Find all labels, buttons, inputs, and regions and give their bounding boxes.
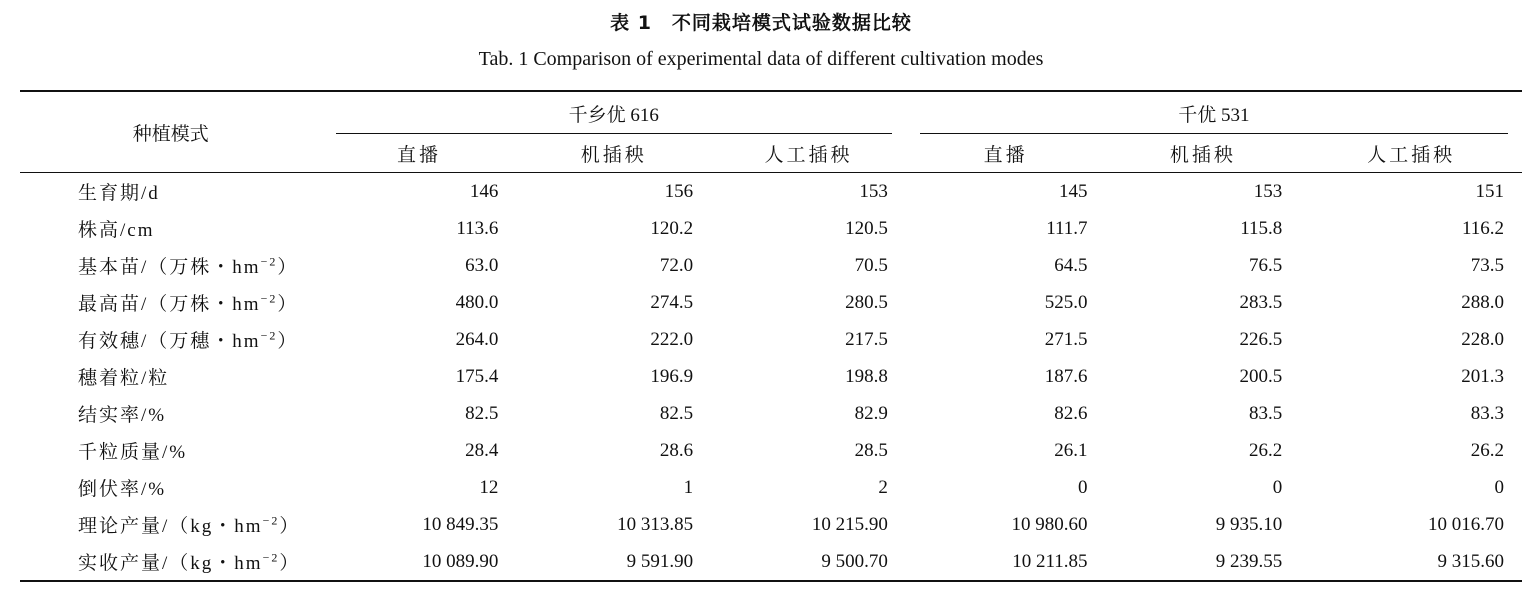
table-cell: 288.0 bbox=[1461, 291, 1504, 313]
row-label-text: 理论产量/（kg・hm bbox=[78, 516, 263, 537]
table-cell: 10 313.85 bbox=[617, 513, 694, 535]
table-row bbox=[20, 173, 1522, 211]
table-cell: 83.3 bbox=[1470, 402, 1504, 424]
subcolumn-header: 直播 bbox=[906, 134, 1106, 173]
table-cell: 115.8 bbox=[1240, 217, 1283, 239]
table-cell: 175.4 bbox=[455, 365, 499, 387]
table-cell: 274.5 bbox=[650, 291, 694, 313]
row-label-text: 生育期/d bbox=[78, 183, 160, 204]
row-label bbox=[20, 210, 322, 247]
table-cell: 10 089.90 bbox=[322, 543, 517, 581]
table-row bbox=[20, 469, 1522, 506]
table-row bbox=[20, 210, 1522, 247]
table-cell: 10 980.60 bbox=[1011, 513, 1088, 535]
row-label bbox=[20, 358, 322, 395]
row-header: 种植模式 bbox=[20, 91, 322, 173]
subcolumn-header: 人工插秧 bbox=[711, 134, 906, 173]
table-row bbox=[20, 247, 1522, 284]
unit-exponent: −2 bbox=[260, 254, 278, 269]
unit-exponent: −2 bbox=[260, 291, 278, 306]
row-label bbox=[20, 506, 322, 543]
table-cell: 10 849.35 bbox=[422, 513, 499, 535]
row-label bbox=[20, 284, 322, 321]
table-row bbox=[20, 506, 1522, 543]
comparison-table bbox=[20, 90, 1522, 582]
group-header-2: 千优 531 bbox=[906, 91, 1522, 134]
table-cell: 72.0 bbox=[659, 254, 694, 276]
table-cell: 271.5 bbox=[1044, 328, 1088, 350]
table-cell: 9 591.90 bbox=[516, 543, 711, 581]
table-cell: 283.5 bbox=[1239, 291, 1283, 313]
table-cell: 73.5 bbox=[1470, 254, 1504, 276]
table-row bbox=[20, 284, 1522, 321]
table-cell: 156 bbox=[664, 180, 694, 202]
table-cell: 2 bbox=[878, 476, 888, 498]
table-cell: 0 bbox=[1272, 476, 1283, 498]
unit-exponent: −2 bbox=[262, 513, 280, 528]
table-cell: 153 bbox=[1253, 180, 1283, 202]
unit-exponent: −2 bbox=[262, 550, 280, 565]
table-cell: 83.5 bbox=[1249, 402, 1283, 424]
table-cell: 0 bbox=[1078, 476, 1088, 498]
row-label-text: 穗着粒/粒 bbox=[78, 368, 170, 389]
table-cell: 201.3 bbox=[1461, 365, 1504, 387]
table-cell: 26.2 bbox=[1249, 439, 1283, 461]
row-label bbox=[20, 395, 322, 432]
subcolumn-header: 机插秧 bbox=[1106, 134, 1301, 173]
table-cell: 145 bbox=[1059, 180, 1088, 202]
table-row bbox=[20, 432, 1522, 469]
table-cell: 146 bbox=[469, 180, 499, 202]
table-cell: 198.8 bbox=[845, 365, 888, 387]
table-caption-cn: 表 1 不同栽培模式试验数据比较 bbox=[610, 12, 912, 34]
table-cell: 70.5 bbox=[854, 254, 888, 276]
table-cell: 28.4 bbox=[465, 439, 499, 461]
table-caption-en: Tab. 1 Comparison of experimental data of different cultivation modes bbox=[478, 48, 1044, 70]
table-cell: 82.9 bbox=[854, 402, 888, 424]
table-cell: 76.5 bbox=[1249, 254, 1283, 276]
row-label-text: 倒伏率/% bbox=[78, 479, 167, 500]
table-cell: 200.5 bbox=[1239, 365, 1283, 387]
row-label bbox=[20, 469, 322, 506]
table-cell: 226.5 bbox=[1239, 328, 1283, 350]
table-cell: 10 215.90 bbox=[811, 513, 888, 535]
row-label-text: 最高苗/（万株・hm bbox=[78, 294, 261, 315]
table-cell: 9 500.70 bbox=[711, 543, 906, 581]
table-cell: 10 211.85 bbox=[906, 543, 1106, 581]
table-cell: 28.6 bbox=[659, 439, 694, 461]
row-label-tail: ） bbox=[279, 553, 301, 574]
row-label-text: 千粒质量/% bbox=[78, 442, 188, 463]
table-row bbox=[20, 321, 1522, 358]
table-cell: 63.0 bbox=[465, 254, 499, 276]
row-label bbox=[20, 173, 322, 211]
table-body bbox=[20, 173, 1522, 582]
table-cell: 82.5 bbox=[659, 402, 694, 424]
table-cell: 1 bbox=[683, 476, 694, 498]
table-cell: 228.0 bbox=[1461, 328, 1504, 350]
table-cell: 217.5 bbox=[845, 328, 888, 350]
table-cell: 196.9 bbox=[650, 365, 694, 387]
unit-exponent: −2 bbox=[260, 328, 278, 343]
table-cell: 64.5 bbox=[1054, 254, 1088, 276]
table-cell: 153 bbox=[859, 180, 888, 202]
table-cell: 0 bbox=[1494, 476, 1504, 498]
table-row bbox=[20, 543, 1522, 581]
table-cell: 120.2 bbox=[650, 217, 694, 239]
row-label-tail: ） bbox=[277, 294, 299, 315]
table-cell: 222.0 bbox=[650, 328, 694, 350]
table-cell: 9 239.55 bbox=[1106, 543, 1301, 581]
table-cell: 9 935.10 bbox=[1215, 513, 1283, 535]
row-label bbox=[20, 543, 322, 581]
row-label-tail: ） bbox=[279, 516, 301, 537]
table-row bbox=[20, 395, 1522, 432]
subcolumn-header: 人工插秧 bbox=[1300, 134, 1522, 173]
table-cell: 187.6 bbox=[1044, 365, 1088, 387]
table-row bbox=[20, 358, 1522, 395]
row-label-text: 有效穗/（万穗・hm bbox=[78, 331, 261, 352]
table-cell: 82.6 bbox=[1054, 402, 1088, 424]
table-cell: 26.2 bbox=[1470, 439, 1504, 461]
row-label bbox=[20, 321, 322, 358]
row-label-text: 基本苗/（万株・hm bbox=[78, 257, 261, 278]
table-cell: 151 bbox=[1475, 180, 1504, 202]
table-cell: 82.5 bbox=[465, 402, 499, 424]
table-cell: 10 016.70 bbox=[1428, 513, 1504, 535]
table-cell: 280.5 bbox=[845, 291, 888, 313]
table-cell: 525.0 bbox=[1044, 291, 1088, 313]
row-label-text: 株高/cm bbox=[78, 220, 155, 241]
row-label-tail: ） bbox=[277, 331, 299, 352]
row-label bbox=[20, 432, 322, 469]
table-cell: 113.6 bbox=[456, 217, 499, 239]
subcolumn-header: 直播 bbox=[322, 134, 517, 173]
table-cell: 480.0 bbox=[455, 291, 499, 313]
table-cell: 12 bbox=[479, 476, 499, 498]
table-cell: 26.1 bbox=[1054, 439, 1088, 461]
subcolumn-header: 机插秧 bbox=[516, 134, 711, 173]
row-label bbox=[20, 247, 322, 284]
table-cell: 264.0 bbox=[455, 328, 499, 350]
row-label-tail: ） bbox=[277, 257, 299, 278]
table-cell: 120.5 bbox=[845, 217, 888, 239]
table-cell: 116.2 bbox=[1461, 217, 1504, 239]
table-cell: 9 315.60 bbox=[1300, 543, 1522, 581]
table-cell: 28.5 bbox=[854, 439, 888, 461]
group-header-1: 千乡优 616 bbox=[322, 91, 906, 134]
row-label-text: 结实率/% bbox=[78, 405, 167, 426]
table-cell: 111.7 bbox=[1046, 217, 1088, 239]
row-label-text: 实收产量/（kg・hm bbox=[78, 553, 263, 574]
